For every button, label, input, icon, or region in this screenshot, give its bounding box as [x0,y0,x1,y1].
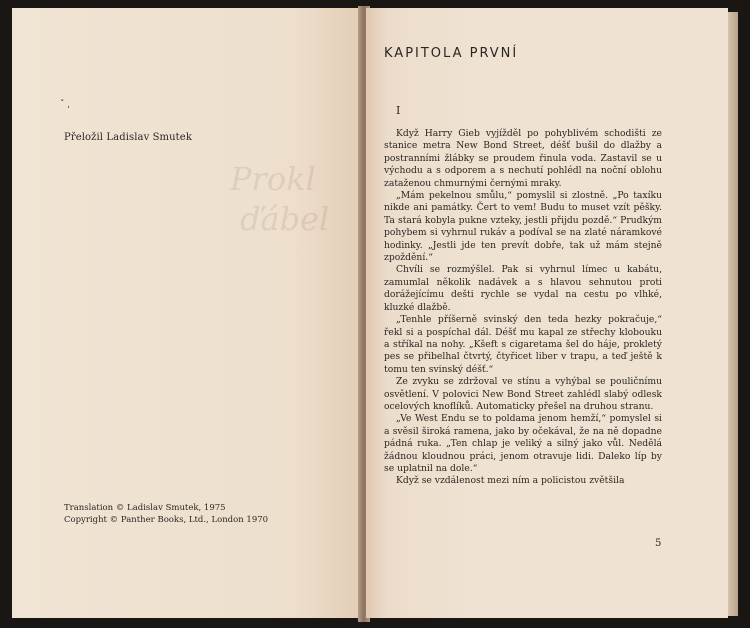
page-edge [728,12,738,616]
paragraph: Když se vzdálenost mezi ním a policistou zvětšila [396,475,625,487]
paragraph: „Tenhle příšerně svinský den teda hezky pokračuje,“ řekl si a pospíchal dál. Déšť mu kapal ze střechy klobouku a stříkal na nohy. „Kšeft s cigaretama šel do háje, prokletý pes se přibelhal čtvrtý, čtyřicet liber v trapu, a teď ještě k tomu ten svinský déšť.“ [384,314,662,375]
translation-line: Translation © Ladislav Smutek, 1975 [64,503,226,513]
chapter-title: KAPITOLA PRVNÍ [384,46,519,61]
section-number: I [396,104,401,117]
chapter-body [384,128,662,488]
show-through: Prokl [230,160,316,198]
paragraph: Ze zvyku se zdržoval ve stínu a vyhýbal se pouličnímu osvětlení. V polovici New Bond Street zahlédl slabý odlesk ocelových knoflíků. Automaticky přešel na druhou stranu. [384,376,662,412]
paragraph: Chvíli se rozmýšlel. Pak si vyhrnul límec u kabátu, zamumlal několik nadávek a s hlavou sehnutou proti dorážejícímu dešti rychle se vydal na cestu po vlhké, kluzké dlažbě. [384,264,662,313]
paragraph: Když Harry Gieb vyjížděl po pohyblivém schodišti ze stanice metra New Bond Street, déšť bušil do dlažby a postranními žlábky se proudem řinula voda. Zastavil se u východu a s odporem a s nechutí pohlédl na noční oblohu zataženou chmurnými černými mraky. [384,128,662,189]
pencil-mark: ˇ ˌ [60,100,70,110]
copyright-block [64,502,268,526]
page-number: 5 [655,538,662,549]
show-through: ďábel [240,200,330,238]
translator-credit: Přeložil Ladislav Smutek [64,132,192,143]
copyright-line: Copyright © Panther Books, Ltd., London 1970 [64,515,269,525]
paragraph: „Mám pekelnou smůlu,“ pomyslil si zlostně. „Po taxíku nikde ani památky. Čert to vem! Budu to muset vzít pěšky. Ta stará kobyla pukne vzteky, jestli přijdu pozdě.“ Prudkým pohybem si vyhrnul rukáv a podíval se na zlaté náramkové hodinky. „Jestli jde ten prevít dobře, tak už mám stejně zpoždění.“ [384,190,662,264]
paragraph: „Ve West Endu se to poldama jenom hemží,“ pomyslel si a svěsil široká ramena, jako by očekával, že na ně dopadne pádná ruka. „Ten chlap je veliký a silný jako vůl. Nedělá žádnou kloudnou práci, jenom otravuje lidi. Daleko líp by se uplatnil na dole.“ [384,413,662,474]
